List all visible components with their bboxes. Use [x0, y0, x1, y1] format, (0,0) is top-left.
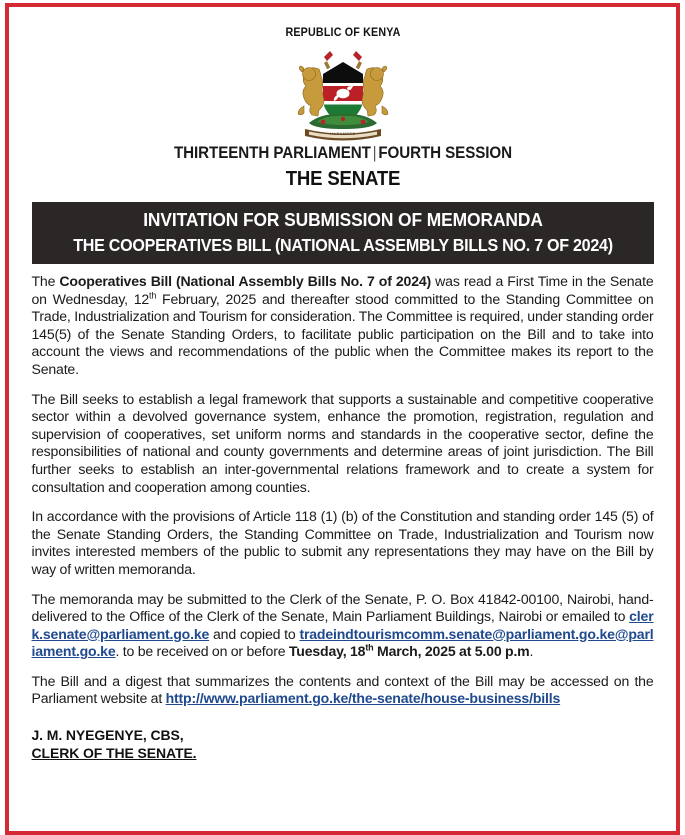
p4-after-emails: . to be received on or before	[115, 643, 289, 660]
p1-bill-title: Cooperatives Bill (National Assembly Bills No. 7 of 2024)	[59, 273, 432, 289]
p1-lead: The	[31, 273, 60, 289]
p5-lead: The Bill and a digest that summarizes the contents and context of the Bill may be accessed on the Parliament website at	[31, 672, 654, 707]
svg-text:HARAMBEE: HARAMBEE	[329, 132, 356, 136]
parliament-website-link[interactable]: http://www.parliament.go.ke/the-senate/house-business/bills	[165, 690, 561, 707]
notice-body	[32, 273, 654, 762]
paragraph-first-reading	[32, 273, 654, 379]
p4-deadline-ordinal: th	[365, 642, 374, 653]
parliament-session-heading	[56, 144, 628, 163]
banner-title-line-1: INVITATION FOR SUBMISSION OF MEMORANDA	[142, 209, 543, 230]
paragraph-bill-purpose: The Bill seeks to establish a legal framework that supports a sustainable and competitive cooperative sector within a devolved governance system, enhance the promotion, registration, regulation and supervision of cooperatives, set uniform norms and standards in the cooperative sector, define the responsibilities of national and county governments and determine areas of joint jurisdiction. The Bill further seeks to establish an inter-governmental relations framework and to create a system for consultation and cooperation among counties.	[31, 390, 654, 495]
parliament-number: THIRTEENTH PARLIAMENT	[173, 144, 371, 162]
clerk-title: CLERK OF THE SENATE.	[31, 745, 197, 762]
clerk-email-link[interactable]: clerk.senate@parliament.go.ke	[31, 608, 654, 642]
session-number: FOURTH SESSION	[377, 144, 512, 162]
kenya-coat-of-arms-icon	[283, 43, 403, 141]
p4-lead: The memoranda may be submitted to the Clerk of the Senate, P. O. Box 41842-00100, Nairobi, hand-delivered to the Office of the Clerk of the Senate, Main Parliament Buildings, Nairobi or emailed to	[31, 590, 654, 625]
paragraph-legal-basis: In accordance with the provisions of Article 118 (1) (b) of the Constitution and standing order 145 (5) of the Senate Standing Orders, the Standing Committee on Trade, Industrialization and Tourism now invites interested members of the public to submit any representations they may have on the Bill by way of written memoranda.	[31, 508, 654, 577]
p1-date-ordinal: th	[149, 289, 157, 300]
paragraph-website	[32, 673, 654, 708]
signature-block	[32, 726, 654, 762]
clerk-name: J. M. NYEGENYE, CBS,	[31, 727, 184, 744]
paragraph-submission-details	[32, 591, 654, 661]
house-heading: THE SENATE	[285, 168, 400, 190]
committee-email-link[interactable]: tradeindtourismcomm.senate@parliament.go.ke@parliament.go.ke	[31, 625, 654, 660]
p1-after-title: was read a First Time in the Senate on Wednesday, 12	[31, 273, 654, 307]
p4-end: .	[529, 643, 534, 660]
notice-content	[32, 5, 654, 762]
notice-title-banner	[32, 202, 654, 264]
banner-title-line-2: THE COOPERATIVES BILL (NATIONAL ASSEMBLY BILLS NO. 7 OF 2024)	[72, 235, 613, 255]
p4-deadline-date: Tuesday, 18	[288, 643, 366, 660]
p4-deadline-time: March, 2025 at 5.00 p.m	[373, 643, 530, 660]
heading-separator: |	[372, 144, 376, 162]
p4-mid: and copied to	[209, 625, 300, 642]
republic-heading: REPUBLIC OF KENYA	[284, 27, 401, 39]
p1-rest: February, 2025 and thereafter stood committed to the Standing Committee on Trade, Industrialization and Tourism for consideration. The Committee is required, under standing order 145(5) of the Senate Standing Orders, to facilitate public participation on the Bill and to take into account the views and recommendations of the public when the Committee makes its report to the Senate.	[31, 290, 654, 377]
